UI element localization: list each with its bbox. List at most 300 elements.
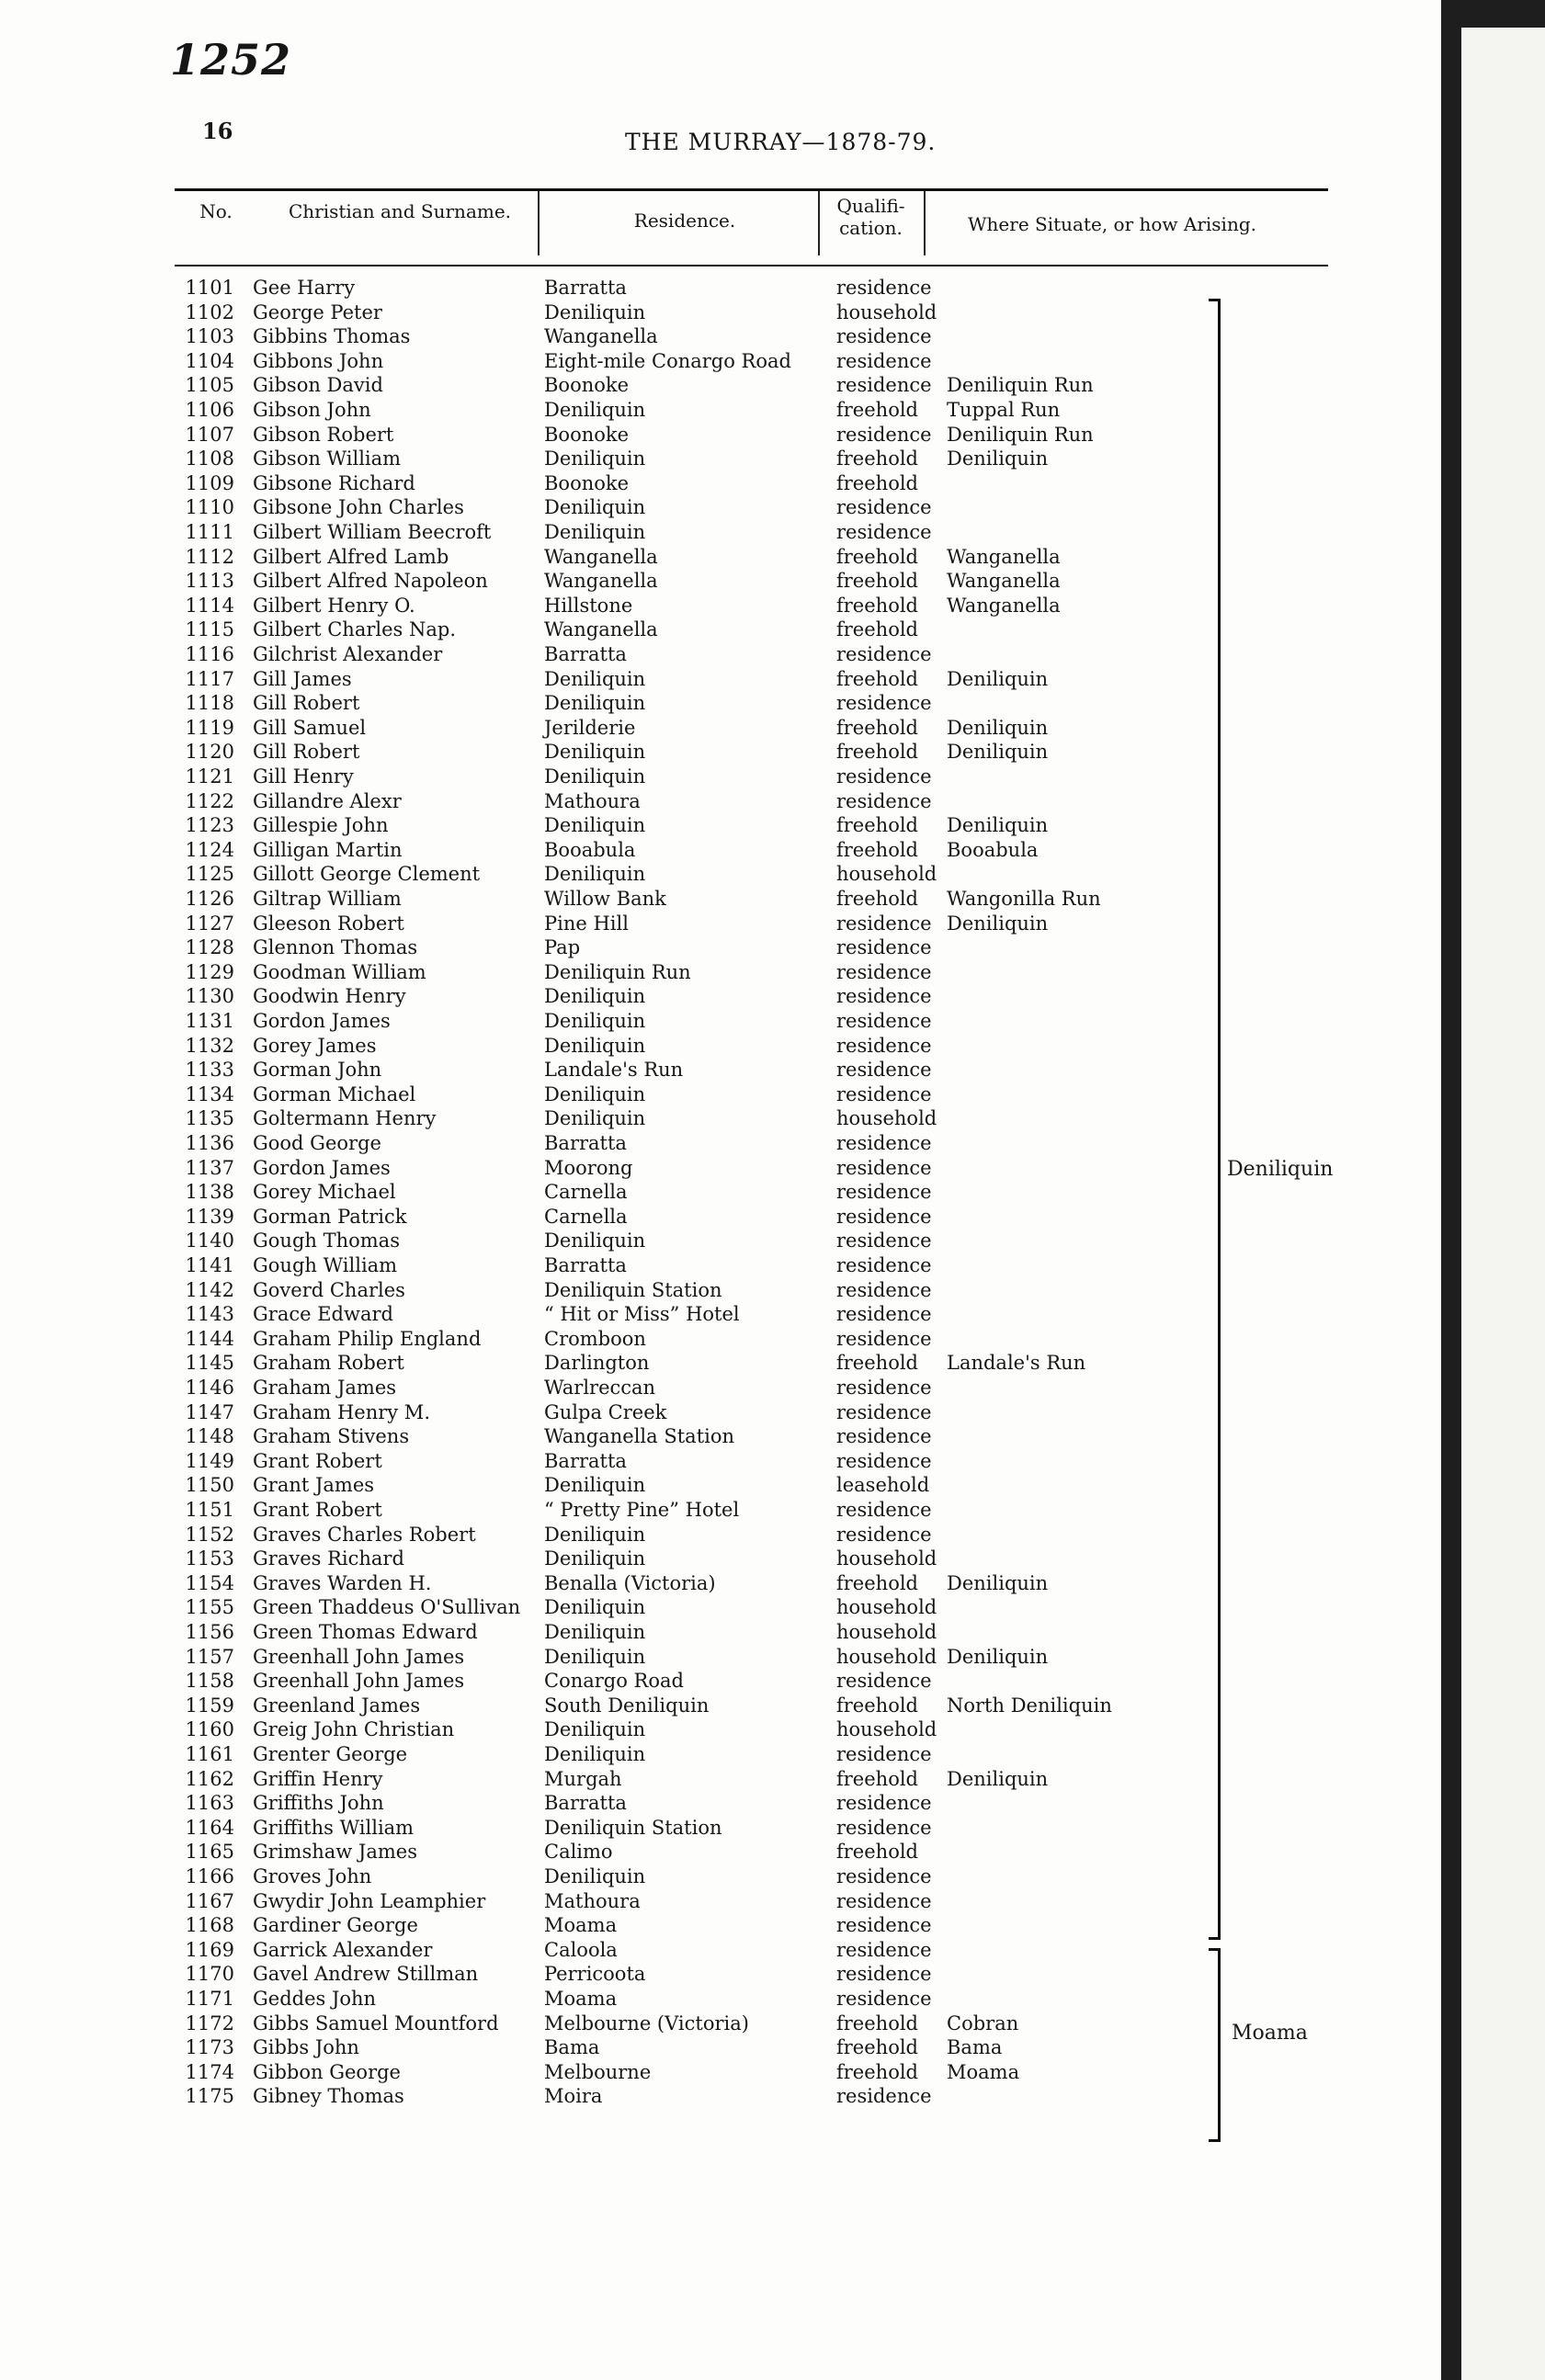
- row-qualification: residence: [836, 1181, 932, 1204]
- row-number: 1106: [185, 399, 234, 421]
- row-qualification: residence: [836, 325, 932, 348]
- row-residence: Deniliquin: [544, 1547, 646, 1570]
- row-residence: Jerilderie: [544, 716, 636, 739]
- row-number: 1114: [185, 594, 234, 617]
- row-name: Gibney Thomas: [253, 2085, 404, 2108]
- table-row: [0, 1717, 1441, 1742]
- row-name: Gilligan Martin: [253, 838, 403, 861]
- row-number: 1141: [185, 1254, 234, 1276]
- row-number: 1113: [185, 570, 234, 593]
- row-number: 1157: [185, 1645, 234, 1668]
- row-residence: Barratta: [544, 1792, 627, 1815]
- row-name: Graham Henry M.: [253, 1400, 430, 1423]
- table-row: [0, 349, 1441, 374]
- row-qualification: residence: [836, 277, 932, 299]
- row-number: 1150: [185, 1474, 234, 1497]
- row-qualification: freehold: [836, 716, 918, 739]
- row-name: Grant Robert: [253, 1449, 382, 1472]
- row-number: 1121: [185, 765, 234, 788]
- table-row: [0, 862, 1441, 887]
- table-row: [0, 471, 1441, 496]
- header-where: Where Situate, or how Arising.: [967, 213, 1256, 235]
- table-row: [0, 1302, 1441, 1327]
- row-residence: Wanganella Station: [544, 1425, 735, 1448]
- row-residence: Barratta: [544, 1132, 627, 1154]
- row-name: Gillandre Alexr: [253, 789, 402, 812]
- row-qualification: freehold: [836, 667, 918, 690]
- row-where-situate: Booabula: [947, 838, 1039, 861]
- row-residence: Bama: [544, 2036, 600, 2059]
- row-name: Graham James: [253, 1377, 397, 1399]
- row-name: Glennon Thomas: [253, 936, 418, 959]
- table-row: [0, 642, 1441, 667]
- row-number: 1167: [185, 1889, 234, 1912]
- table-row: [0, 1913, 1441, 1938]
- row-where-situate: Moama: [947, 2060, 1020, 2083]
- table-row: [0, 1694, 1441, 1718]
- row-qualification: household: [836, 1621, 937, 1643]
- row-qualification: residence: [836, 349, 932, 372]
- header-name: Christian and Surname.: [288, 200, 512, 222]
- row-qualification: residence: [836, 643, 932, 665]
- row-number: 1135: [185, 1107, 234, 1130]
- table-row: [0, 1864, 1441, 1889]
- row-residence: Gulpa Creek: [544, 1400, 667, 1423]
- page-number: 1252: [170, 35, 292, 85]
- row-qualification: residence: [836, 1278, 932, 1301]
- row-number: 1103: [185, 325, 234, 348]
- table-row: [0, 398, 1441, 423]
- row-qualification: residence: [836, 1377, 932, 1399]
- row-name: Gillespie John: [253, 814, 389, 837]
- table-row: [0, 1424, 1441, 1449]
- row-where-situate: Deniliquin: [947, 1571, 1049, 1594]
- row-number: 1161: [185, 1743, 234, 1765]
- row-residence: Boonoke: [544, 374, 630, 397]
- row-number: 1142: [185, 1278, 234, 1301]
- table-row: [0, 1767, 1441, 1792]
- section-number: 16: [202, 118, 233, 144]
- row-number: 1129: [185, 960, 234, 983]
- table-row: [0, 447, 1441, 471]
- row-where-situate: Deniliquin: [947, 814, 1049, 837]
- table-row: [0, 1058, 1441, 1082]
- row-qualification: freehold: [836, 1841, 918, 1864]
- row-residence: Moama: [544, 1988, 618, 2010]
- row-qualification: residence: [836, 912, 932, 935]
- table-row: [0, 1376, 1441, 1400]
- row-qualification: residence: [836, 423, 932, 446]
- row-number: 1116: [185, 643, 234, 665]
- row-residence: Melbourne: [544, 2060, 652, 2083]
- row-residence: Deniliquin: [544, 300, 646, 323]
- row-qualification: residence: [836, 1670, 932, 1693]
- table-row: [0, 495, 1441, 520]
- row-name: Gavel Andrew Stillman: [253, 1963, 479, 1986]
- row-qualification: residence: [836, 1449, 932, 1472]
- row-qualification: residence: [836, 1327, 932, 1350]
- table-row: [0, 1180, 1441, 1205]
- row-number: 1149: [185, 1449, 234, 1472]
- row-residence: Deniliquin: [544, 1865, 646, 1887]
- row-name: Goodwin Henry: [253, 985, 406, 1008]
- table-row: [0, 813, 1441, 838]
- row-name: Gibbins Thomas: [253, 325, 411, 348]
- row-qualification: residence: [836, 765, 932, 788]
- row-residence: Deniliquin: [544, 521, 646, 543]
- row-number: 1124: [185, 838, 234, 861]
- row-number: 1118: [185, 692, 234, 715]
- row-qualification: residence: [836, 985, 932, 1008]
- table-row: [0, 276, 1441, 300]
- table-row: [0, 1571, 1441, 1596]
- row-where-situate: Cobran: [947, 2012, 1019, 2034]
- header-divider: [924, 191, 926, 255]
- row-where-situate: Deniliquin: [947, 667, 1049, 690]
- row-qualification: residence: [836, 1400, 932, 1423]
- row-number: 1148: [185, 1425, 234, 1448]
- table-row: [0, 300, 1441, 325]
- row-qualification: household: [836, 1547, 937, 1570]
- row-qualification: residence: [836, 496, 932, 519]
- row-number: 1125: [185, 863, 234, 886]
- row-number: 1146: [185, 1377, 234, 1399]
- row-residence: Deniliquin Run: [544, 960, 691, 983]
- row-number: 1143: [185, 1303, 234, 1326]
- row-number: 1153: [185, 1547, 234, 1570]
- table-row: [0, 960, 1441, 985]
- row-qualification: residence: [836, 1059, 932, 1082]
- row-residence: Deniliquin: [544, 863, 646, 886]
- table-row: [0, 1791, 1441, 1816]
- row-qualification: freehold: [836, 2036, 918, 2059]
- table-row: [0, 520, 1441, 545]
- row-qualification: residence: [836, 1205, 932, 1228]
- row-number: 1123: [185, 814, 234, 837]
- row-name: Gibson Robert: [253, 423, 394, 446]
- row-name: Gilbert Henry O.: [253, 594, 415, 617]
- row-name: Grenter George: [253, 1743, 408, 1765]
- row-where-situate: Wanganella: [947, 570, 1061, 593]
- table-row: [0, 423, 1441, 448]
- row-residence: Deniliquin: [544, 765, 646, 788]
- row-qualification: residence: [836, 1792, 932, 1815]
- table-row: [0, 1938, 1441, 1963]
- row-number: 1172: [185, 2012, 234, 2034]
- row-name: Gibbons John: [253, 349, 384, 372]
- row-number: 1111: [185, 521, 234, 543]
- table-row: [0, 1889, 1441, 1914]
- table-row: [0, 1987, 1441, 2012]
- row-number: 1158: [185, 1670, 234, 1693]
- row-number: 1152: [185, 1523, 234, 1546]
- row-residence: Wanganella: [544, 570, 658, 593]
- table-row: [0, 594, 1441, 618]
- row-name: Graves Richard: [253, 1547, 404, 1570]
- row-number: 1133: [185, 1059, 234, 1082]
- row-residence: Moira: [544, 2085, 603, 2108]
- header-residence: Residence.: [633, 210, 736, 232]
- row-qualification: freehold: [836, 2012, 918, 2034]
- row-residence: Deniliquin: [544, 1718, 646, 1741]
- row-number: 1120: [185, 741, 234, 764]
- table-row: [0, 1645, 1441, 1670]
- row-name: Gill Henry: [253, 765, 354, 788]
- table-row: [0, 691, 1441, 716]
- row-qualification: residence: [836, 1499, 932, 1521]
- header-bottom-rule: [175, 265, 1328, 266]
- row-number: 1131: [185, 1010, 234, 1032]
- row-qualification: residence: [836, 1132, 932, 1154]
- row-name: Goodman William: [253, 960, 426, 983]
- row-number: 1151: [185, 1499, 234, 1521]
- table-row: [0, 1229, 1441, 1253]
- row-residence: Deniliquin: [544, 1082, 646, 1105]
- row-qualification: freehold: [836, 838, 918, 861]
- table-row: [0, 1253, 1441, 1278]
- row-number: 1147: [185, 1400, 234, 1423]
- row-number: 1163: [185, 1792, 234, 1815]
- table-row: [0, 1595, 1441, 1620]
- row-number: 1102: [185, 300, 234, 323]
- row-name: Gill Robert: [253, 741, 360, 764]
- table-row: [0, 667, 1441, 692]
- table-row: [0, 1106, 1441, 1131]
- table-row: [0, 569, 1441, 594]
- row-number: 1115: [185, 618, 234, 641]
- row-where-situate: Deniliquin: [947, 1645, 1049, 1668]
- row-name: Gilchrist Alexander: [253, 643, 443, 665]
- row-qualification: freehold: [836, 618, 918, 641]
- row-qualification: freehold: [836, 1767, 918, 1790]
- row-where-situate: Deniliquin: [947, 1767, 1049, 1790]
- row-number: 1137: [185, 1156, 234, 1179]
- row-number: 1107: [185, 423, 234, 446]
- row-name: Gibsone John Charles: [253, 496, 464, 519]
- row-number: 1119: [185, 716, 234, 739]
- row-qualification: household: [836, 300, 937, 323]
- row-residence: Boonoke: [544, 423, 630, 446]
- row-number: 1159: [185, 1694, 234, 1717]
- table-row: [0, 1034, 1441, 1059]
- row-name: Gill James: [253, 667, 352, 690]
- row-where-situate: Landale's Run: [947, 1352, 1086, 1375]
- table-row: [0, 1840, 1441, 1864]
- row-residence: Deniliquin Station: [544, 1278, 722, 1301]
- table-row: [0, 838, 1441, 863]
- table-row: [0, 1351, 1441, 1376]
- row-number: 1144: [185, 1327, 234, 1350]
- table-row: [0, 912, 1441, 936]
- row-qualification: residence: [836, 936, 932, 959]
- row-name: Gibson William: [253, 448, 402, 470]
- row-where-situate: Tuppal Run: [947, 399, 1061, 421]
- row-residence: South Deniliquin: [544, 1694, 710, 1717]
- row-residence: Conargo Road: [544, 1670, 684, 1693]
- group-label-deniliquin: Deniliquin: [1227, 1158, 1334, 1181]
- table-row: [0, 1156, 1441, 1181]
- row-name: Green Thomas Edward: [253, 1621, 478, 1643]
- row-name: Garrick Alexander: [253, 1938, 433, 1961]
- header-divider: [538, 191, 540, 255]
- table-row: [0, 1009, 1441, 1034]
- row-name: Grant James: [253, 1474, 375, 1497]
- row-where-situate: Deniliquin: [947, 741, 1049, 764]
- row-number: 1128: [185, 936, 234, 959]
- row-qualification: residence: [836, 1082, 932, 1105]
- row-number: 1136: [185, 1132, 234, 1154]
- row-qualification: freehold: [836, 545, 918, 568]
- row-residence: Cromboon: [544, 1327, 646, 1350]
- row-residence: Pine Hill: [544, 912, 629, 935]
- row-residence: Hillstone: [544, 594, 633, 617]
- row-qualification: residence: [836, 1230, 932, 1252]
- row-number: 1160: [185, 1718, 234, 1741]
- row-qualification: residence: [836, 1034, 932, 1057]
- row-qualification: residence: [836, 1303, 932, 1326]
- row-number: 1140: [185, 1230, 234, 1252]
- row-name: Gilbert Alfred Lamb: [253, 545, 449, 568]
- row-qualification: residence: [836, 1156, 932, 1179]
- row-number: 1170: [185, 1963, 234, 1986]
- row-number: 1155: [185, 1596, 234, 1619]
- row-qualification: freehold: [836, 594, 918, 617]
- row-qualification: freehold: [836, 741, 918, 764]
- row-name: Griffiths William: [253, 1816, 415, 1839]
- row-qualification: residence: [836, 1816, 932, 1839]
- row-residence: Boonoke: [544, 471, 630, 494]
- row-number: 1117: [185, 667, 234, 690]
- row-number: 1122: [185, 789, 234, 812]
- adjacent-page-edge: [1461, 28, 1545, 2380]
- table-row: [0, 1523, 1441, 1547]
- header-qualification: Qualifi- cation.: [836, 195, 905, 239]
- row-number: 1166: [185, 1865, 234, 1887]
- table-row: [0, 618, 1441, 642]
- row-name: Grimshaw James: [253, 1841, 417, 1864]
- row-where-situate: Deniliquin: [947, 716, 1049, 739]
- row-name: Gibson David: [253, 374, 383, 397]
- row-where-situate: North Deniliquin: [947, 1694, 1112, 1717]
- row-residence: Mathoura: [544, 789, 641, 812]
- row-name: Gough Thomas: [253, 1230, 400, 1252]
- row-qualification: freehold: [836, 448, 918, 470]
- table-row: [0, 1962, 1441, 1987]
- table-row: [0, 1205, 1441, 1230]
- row-name: Graham Philip England: [253, 1327, 482, 1350]
- row-qualification: residence: [836, 1988, 932, 2010]
- table-row: [0, 935, 1441, 960]
- row-residence: Deniliquin: [544, 985, 646, 1008]
- row-residence: Deniliquin: [544, 667, 646, 690]
- row-number: 1134: [185, 1082, 234, 1105]
- row-residence: Deniliquin: [544, 399, 646, 421]
- row-qualification: residence: [836, 960, 932, 983]
- row-residence: Deniliquin: [544, 1107, 646, 1130]
- table-row: [0, 1473, 1441, 1498]
- row-name: Gough William: [253, 1254, 398, 1276]
- row-name: Gorman Michael: [253, 1082, 416, 1105]
- row-qualification: freehold: [836, 888, 918, 910]
- row-residence: Wanganella: [544, 325, 658, 348]
- table-row: [0, 1400, 1441, 1425]
- row-number: 1108: [185, 448, 234, 470]
- row-qualification: residence: [836, 1865, 932, 1887]
- row-name: Gardiner George: [253, 1914, 418, 1937]
- row-name: Gleeson Robert: [253, 912, 404, 935]
- row-name: Gill Samuel: [253, 716, 367, 739]
- row-residence: Deniliquin: [544, 1621, 646, 1643]
- table-row: [0, 2084, 1441, 2109]
- group-label-moama: Moama: [1232, 2022, 1308, 2045]
- table-row: [0, 887, 1441, 912]
- table-row: [0, 1327, 1441, 1352]
- row-number: 1175: [185, 2085, 234, 2108]
- row-qualification: household: [836, 1718, 937, 1741]
- row-where-situate: Deniliquin: [947, 912, 1049, 935]
- row-qualification: freehold: [836, 814, 918, 837]
- row-name: Gibsone Richard: [253, 471, 415, 494]
- row-where-situate: Deniliquin: [947, 448, 1049, 470]
- row-residence: Barratta: [544, 1449, 627, 1472]
- row-qualification: residence: [836, 1914, 932, 1937]
- row-number: 1132: [185, 1034, 234, 1057]
- row-qualification: freehold: [836, 570, 918, 593]
- row-residence: Mathoura: [544, 1889, 641, 1912]
- group-brace-deniliquin: [1209, 299, 1221, 1940]
- row-number: 1165: [185, 1841, 234, 1864]
- row-where-situate: Deniliquin Run: [947, 374, 1094, 397]
- row-residence: Caloola: [544, 1938, 618, 1961]
- row-name: Gilbert William Beecroft: [253, 521, 492, 543]
- table-row: [0, 1449, 1441, 1474]
- row-number: 1138: [185, 1181, 234, 1204]
- row-residence: Moorong: [544, 1156, 633, 1179]
- row-residence: Warlreccan: [544, 1377, 656, 1399]
- row-residence: Moama: [544, 1914, 618, 1937]
- row-number: 1104: [185, 349, 234, 372]
- row-number: 1112: [185, 545, 234, 568]
- row-number: 1164: [185, 1816, 234, 1839]
- row-name: Gorman John: [253, 1059, 382, 1082]
- row-residence: Deniliquin: [544, 1474, 646, 1497]
- row-name: Goltermann Henry: [253, 1107, 437, 1130]
- row-number: 1105: [185, 374, 234, 397]
- row-name: Gordon James: [253, 1010, 391, 1032]
- row-residence: Deniliquin: [544, 1034, 646, 1057]
- row-residence: Landale's Run: [544, 1059, 684, 1082]
- row-number: 1173: [185, 2036, 234, 2059]
- row-residence: Melbourne (Victoria): [544, 2012, 749, 2034]
- table-row: [0, 2060, 1441, 2085]
- row-residence: Wanganella: [544, 545, 658, 568]
- row-name: Gill Robert: [253, 692, 360, 715]
- row-qualification: freehold: [836, 2060, 918, 2083]
- row-name: Grant Robert: [253, 1499, 382, 1521]
- row-name: Greenland James: [253, 1694, 421, 1717]
- row-name: Groves John: [253, 1865, 372, 1887]
- row-residence: Deniliquin: [544, 1230, 646, 1252]
- table-row: [0, 765, 1441, 789]
- row-qualification: residence: [836, 1425, 932, 1448]
- row-where-situate: Wangonilla Run: [947, 888, 1101, 910]
- row-qualification: household: [836, 863, 937, 886]
- row-number: 1139: [185, 1205, 234, 1228]
- row-name: Gorey Michael: [253, 1181, 396, 1204]
- row-qualification: freehold: [836, 399, 918, 421]
- row-qualification: household: [836, 1596, 937, 1619]
- row-qualification: residence: [836, 692, 932, 715]
